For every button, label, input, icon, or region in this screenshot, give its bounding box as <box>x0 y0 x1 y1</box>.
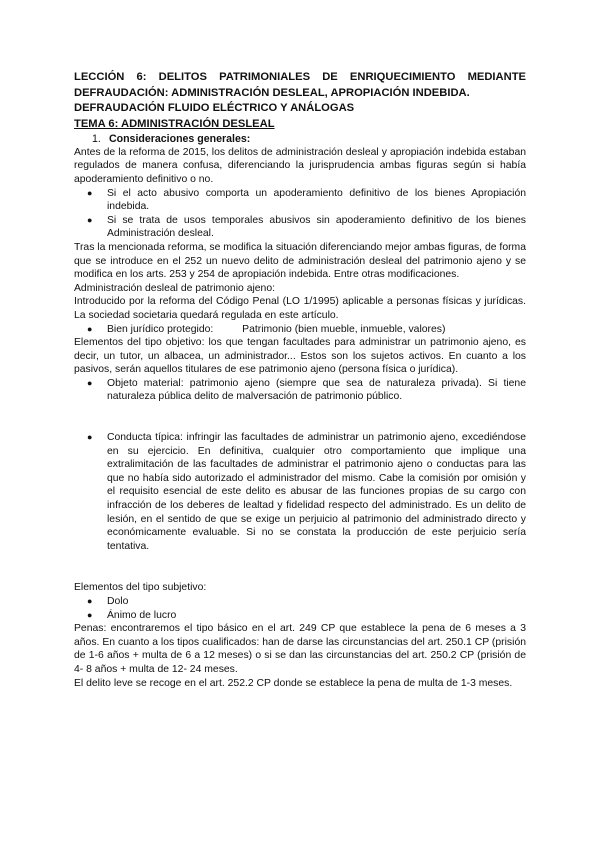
section-title: Consideraciones generales: <box>108 132 251 145</box>
bullet-icon: ● <box>87 432 93 443</box>
list-item-text: Si se trata de usos temporales abusivos sin apoderamiento definitivo de los bienes Administración desleal. <box>107 214 526 240</box>
list-item-text: Si el acto abusivo comporta un apoderamiento definitivo de los bienes Apropiación indebida. <box>107 187 526 213</box>
list-item <box>74 323 526 337</box>
bullet-list-intro <box>74 187 526 241</box>
list-item <box>74 595 526 609</box>
bullet-icon: ● <box>87 187 93 198</box>
topic-heading: TEMA 6: ADMINISTRACIÓN DESLEAL <box>74 117 275 130</box>
bullet-list-subjetivo <box>74 595 526 622</box>
paragraph-leve: El delito leve se recoge en el art. 252.2 CP donde se establece la pena de multa de 1-3 meses. <box>74 677 513 689</box>
bullet-list-bien <box>74 323 526 337</box>
lesson-title-line1: LECCIÓN 6: DELITOS PATRIMONIALES DE ENRIQUECIMIENTO MEDIANTE DEFRAUDACIÓN: ADMINISTRACIÓN DESLEAL, APROPIACIÓN INDEBIDA. <box>74 71 526 99</box>
list-item <box>74 609 526 623</box>
paragraph-introducido: Introducido por la reforma del Código Penal (LO 1/1995) aplicable a personas físicas y jurídicas. La sociedad societaria quedará regulada en este artículo. <box>74 296 526 321</box>
bullet-icon: ● <box>87 323 93 334</box>
paragraph-elementos-objetivo: Elementos del tipo objetivo: los que tengan facultades para administrar un patrimonio ajeno, es decir, un tutor, un albacea, un administrador... Estos son los sujetos activos. En cuanto a los pasivos, serán aquellos titulares de ese patrimonio ajeno (persona física o jurídica). <box>74 337 526 376</box>
list-item-text: Ánimo de lucro <box>107 609 177 621</box>
list-item <box>74 377 526 404</box>
bullet-icon: ● <box>87 377 93 388</box>
list-item <box>74 187 526 214</box>
paragraph-reforma: Tras la mencionada reforma, se modifica la situación diferenciando mejor ambas figuras, de forma que se introduce en el 252 un nuevo delito de administración desleal del patrimonio ajeno y se modifica en los arts. 253 y 254 de apropiación indebida. Entre otras modificaciones. <box>74 241 526 281</box>
section-heading <box>74 132 526 146</box>
list-item-text: Dolo <box>107 596 129 607</box>
list-item <box>74 431 526 553</box>
paragraph-intro: Antes de la reforma de 2015, los delitos de administración desleal y apropiación indebida estaban regulados de manera confusa, diferenciando la jurisprudencia ambas figuras según si había apoderamiento definitivo o no. <box>74 146 526 185</box>
section-number: 1. <box>92 132 101 145</box>
bullet-icon: ● <box>87 214 93 225</box>
paragraph-admin-heading: Administración desleal de patrimonio ajeno: <box>74 282 275 294</box>
bullet-list-conducta <box>74 431 526 553</box>
lesson-title <box>74 70 526 117</box>
lesson-title-line2: DEFRAUDACIÓN FLUIDO ELÉCTRICO Y ANÁLOGAS <box>74 102 355 115</box>
bullet-icon: ● <box>87 596 93 606</box>
list-item <box>74 214 526 241</box>
spacer <box>74 553 526 581</box>
paragraph-subjetivo: Elementos del tipo subjetivo: <box>74 582 207 594</box>
list-item-text: Objeto material: patrimonio ajeno (siempre que sea de naturaleza privada). Si tiene naturaleza pública delito de malversación de patrimonio público. <box>107 377 526 403</box>
list-item-text: Bien jurídico protegido: Patrimonio (bien mueble, inmueble, valores) <box>107 323 446 335</box>
paragraph-penas: Penas: encontraremos el tipo básico en el art. 249 CP que establece la pena de 6 meses a 3 años. En cuanto a los tipos cualificados: han de darse las circunstancias del art. 250.1 CP (prisión de 1-6 años + multa de 6 a 12 meses) o si se dan las circunstancias del art. 250.2 CP (prisión de 4- 8 años + multa de 12- 24 meses. <box>74 623 526 675</box>
bullet-list-objeto <box>74 377 526 404</box>
bullet-icon: ● <box>87 609 93 620</box>
list-item-text: Conducta típica: infringir las facultades de administrar un patrimonio ajeno, excediéndose en su ejercicio. En definitiva, cualquier otro comportamiento que implique una extralimitación de las facultades de administrar el patrimonio ajeno o conductas para las que no había sido autorizado el administrador del mismo. Cabe la comisión por omisión y el requisito esencial de este delito es abusar de las funciones propias de su cargo con infracción de los deberes de lealtad y fidelidad respecto del administrado. Es un delito de lesión, en el sentido de que se exige un perjuicio al patrimonio del administrado directo y económicamente evaluable. Si no se constata la producción de este perjuicio sería tentativa. <box>107 432 526 552</box>
spacer <box>74 404 526 431</box>
